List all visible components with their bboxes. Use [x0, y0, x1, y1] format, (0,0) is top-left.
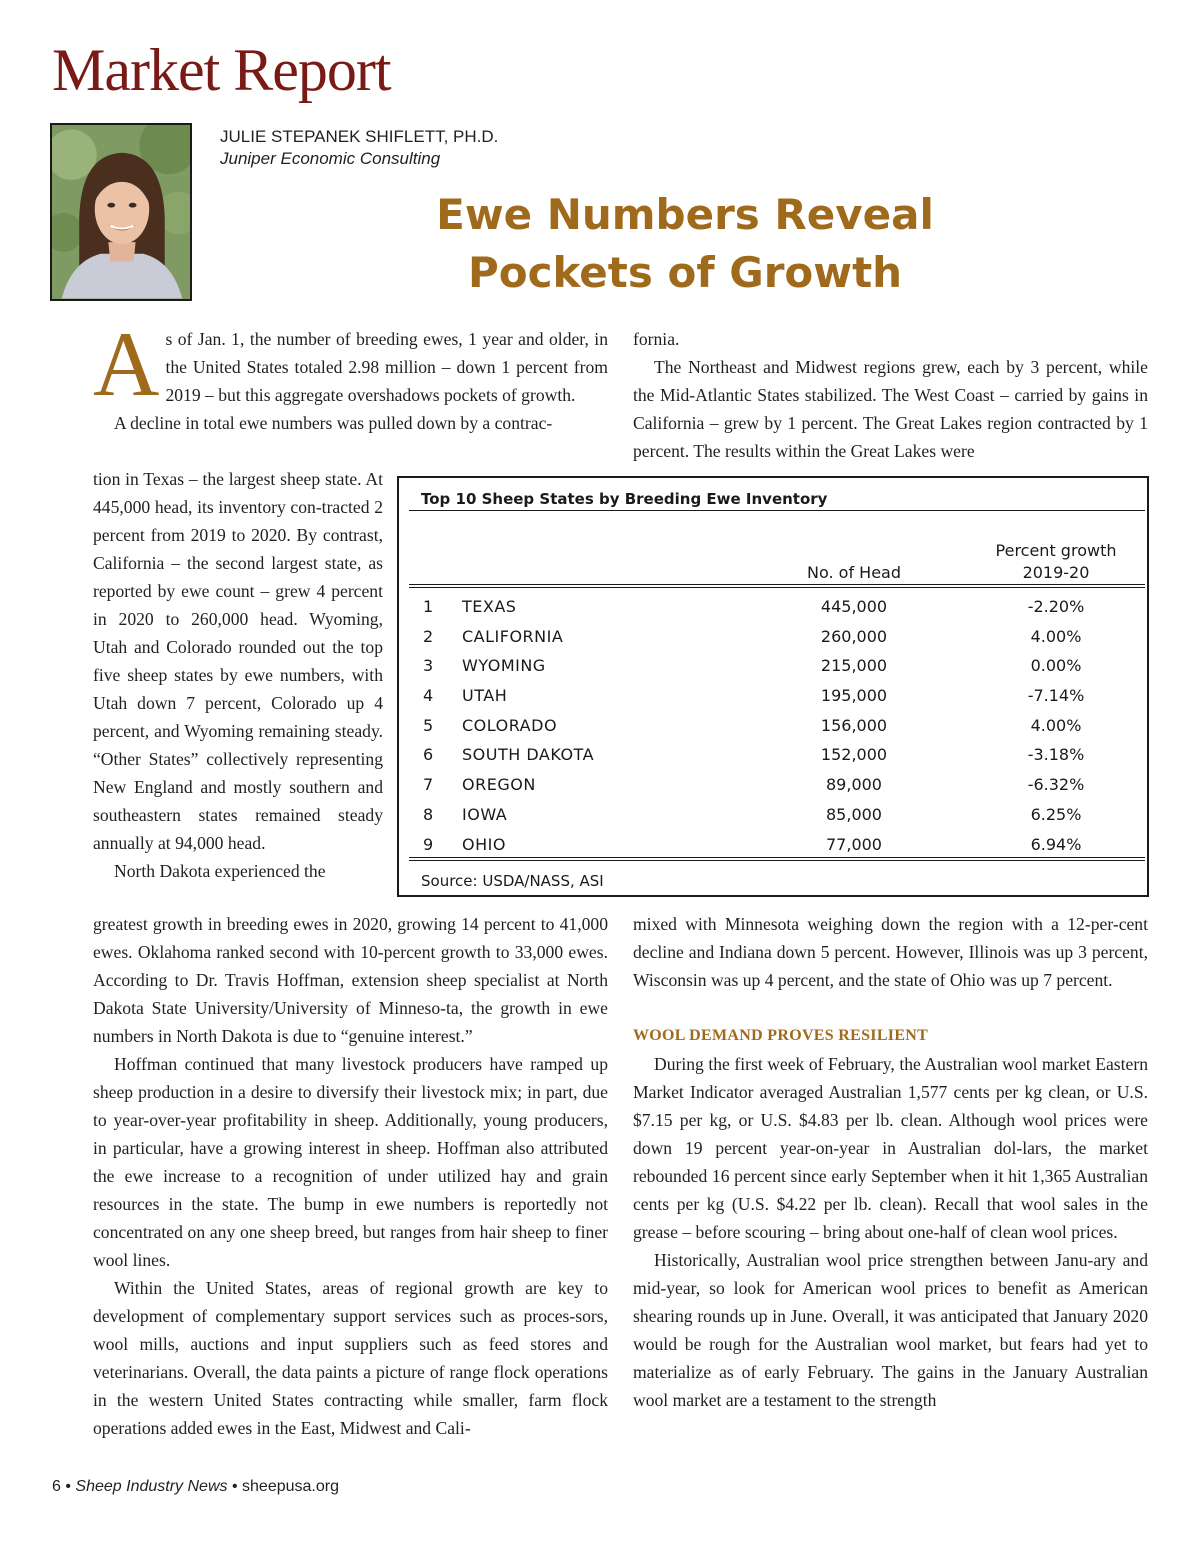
column-header-growth	[971, 540, 1141, 584]
table-row: 5 COLORADO 156,000 4.00%	[423, 715, 1082, 735]
paragraph-r1: fornia.	[633, 329, 680, 349]
left-column-top	[93, 313, 608, 437]
paragraph-4: Hoffman continued that many livestock producers have ramped up sheep production in a desire to diversify their livestock mix; in part, due to year-over-year profitability in sheep. Additionally, young producers, in particular, have a growing interest in sheep. Hoffman also attributed the ewe increase to a recognition of under utilized hay and grain resources in the state. The bump in ewe numbers is reportedly not concentrated on any one sheep breed, but ranges from hair sheep to finer wool lines.	[93, 1054, 608, 1270]
author-name: JULIE STEPANEK SHIFLETT, PH.D.	[220, 127, 499, 146]
footer-separator: •	[231, 1478, 238, 1495]
paragraph-3-cont: greatest growth in breeding ewes in 2020, growing 14 percent to 41,000 ewes. Oklahoma ranked second with 10-percent growth to 33,000 ewes. According to Dr. Travis Hoffman, extension sheep specialist at North Dakota State University/University of Minneso-ta, the growth in ewe numbers in North Dakota is due to “genuine interest.”	[93, 914, 608, 1046]
section-title: Market Report	[52, 37, 391, 103]
page-footer	[52, 1478, 339, 1496]
paragraph-r3: mixed with Minnesota weighing down the region with a 12-per-cent decline and Indiana down 5 percent. However, Illinois was up 3 percent, Wisconsin was up 4 percent, and the state of Ohio was up 7 percent.	[633, 914, 1148, 990]
table-rule	[409, 510, 1145, 511]
headline-line-2: Pockets of Growth	[467, 248, 903, 297]
table-row: 8 IOWA 85,000 6.25%	[423, 804, 1082, 824]
right-column-top	[633, 325, 1148, 465]
table-header-rule	[409, 584, 1145, 588]
table-row: 1 TEXAS 445,000 -2.20%	[423, 597, 1085, 616]
page-number: 6	[52, 1478, 61, 1495]
table-title: Top 10 Sheep States by Breeding Ewe Inventory	[421, 490, 828, 508]
paragraph-5: Within the United States, areas of regional growth are key to development of complementary support services such as proces-sors, wool mills, auctions and input suppliers such as feed stores and veterinarians. Overall, the data paints a picture of range flock operations in the western United States contracting while smaller, farm flock operations added ewes in the East, Midwest and Cali-	[93, 1278, 608, 1438]
paragraph-2-cont: tion in Texas – the largest sheep state. At 445,000 head, its inventory con-tracted 2 percent from 2019 to 2020. By contrast, California – the second largest state, as reported by ewe count – grew 4 percent in 2020 to 260,000 head. Wyoming, Utah and Colorado rounded out the top five sheep states by ewe numbers, with Utah down 7 percent, Colorado up 4 percent, and Wyoming remaining steady. “Other States” collectively representing New England and mostly southern and southeastern states remained steady annually at 94,000 head.	[93, 469, 383, 853]
publication-name: Sheep Industry News	[75, 1478, 228, 1495]
ewe-inventory-table	[397, 476, 1149, 897]
paragraph-r2: The Northeast and Midwest regions grew, each by 3 percent, while the Mid-Atlantic States stabilized. The West Coast – carried by gains in California – grew by 1 percent. The Great Lakes region contracted by 1 percent. The results within the Great Lakes were	[633, 357, 1148, 461]
table-row: 6 SOUTH DAKOTA 152,000 -3.18%	[423, 745, 1085, 765]
table-row: 3 WYOMING 215,000 0.00%	[423, 656, 1082, 676]
headline-line-1: Ewe Numbers Reveal	[436, 190, 934, 239]
growth-header-line-2: 2019-20	[1022, 563, 1090, 582]
drop-cap: A	[93, 313, 160, 415]
article-headline	[380, 186, 990, 302]
table-source: Source: USDA/NASS, ASI	[421, 872, 604, 890]
left-column-bottom	[93, 910, 608, 1442]
column-header-head: No. of Head	[807, 563, 901, 582]
author-photo	[50, 123, 192, 301]
table-row: 9 OHIO 77,000 6.94%	[423, 834, 1082, 854]
author-affiliation: Juniper Economic Consulting	[220, 149, 441, 168]
paragraph-r5: Historically, Australian wool price strengthen between Janu-ary and mid-year, so look for American wool prices to benefit as American shearing rounds up in June. Overall, it was anticipated that January 2020 would be rough for the Australian wool market, but fears had yet to materialize as of early February. The gains in the January Australian wool market are a testament to the strength	[633, 1250, 1148, 1410]
table-body	[399, 592, 1147, 859]
paragraph-2-start: A decline in total ewe numbers was pulled down by a contrac-	[114, 413, 553, 433]
left-column-narrow	[93, 465, 383, 885]
paragraph-r4: During the first week of February, the Australian wool market Eastern Market Indicator averaged Australian 1,577 cents per kg clean, or U.S. $7.15 per kg, or U.S. $4.83 per lb. clean. Although wool prices were down 19 percent year-on-year in Australian dol-lars, the market rebounded 16 percent since early September when it hit 1,365 Australian cents per kg (U.S. $4.22 per lb. clean). Recall that wool sales in the grease – before scouring – bring about one-half of clean wool prices.	[633, 1054, 1148, 1242]
paragraph-3-start: North Dakota experienced the	[114, 861, 326, 881]
table-footer-rule	[409, 857, 1145, 861]
right-column-bottom	[633, 910, 1148, 1414]
website-link[interactable]: sheepusa.org	[242, 1478, 339, 1495]
table-row: 7 OREGON 89,000 -6.32%	[423, 775, 1085, 795]
table-row: 2 CALIFORNIA 260,000 4.00%	[423, 626, 1082, 646]
wool-subhead: WOOL DEMAND PROVES RESILIENT	[633, 1027, 929, 1044]
table-row: 4 UTAH 195,000 -7.14%	[423, 686, 1085, 706]
paragraph-1: As of Jan. 1, the number of breeding ewes, 1 year and older, in the United States totaled 2.98 million – down 1 percent from 2019 – but this aggregate overshadows pockets of growth.	[93, 313, 608, 415]
footer-separator: •	[65, 1478, 71, 1495]
growth-header-line-1: Percent growth	[995, 541, 1117, 560]
